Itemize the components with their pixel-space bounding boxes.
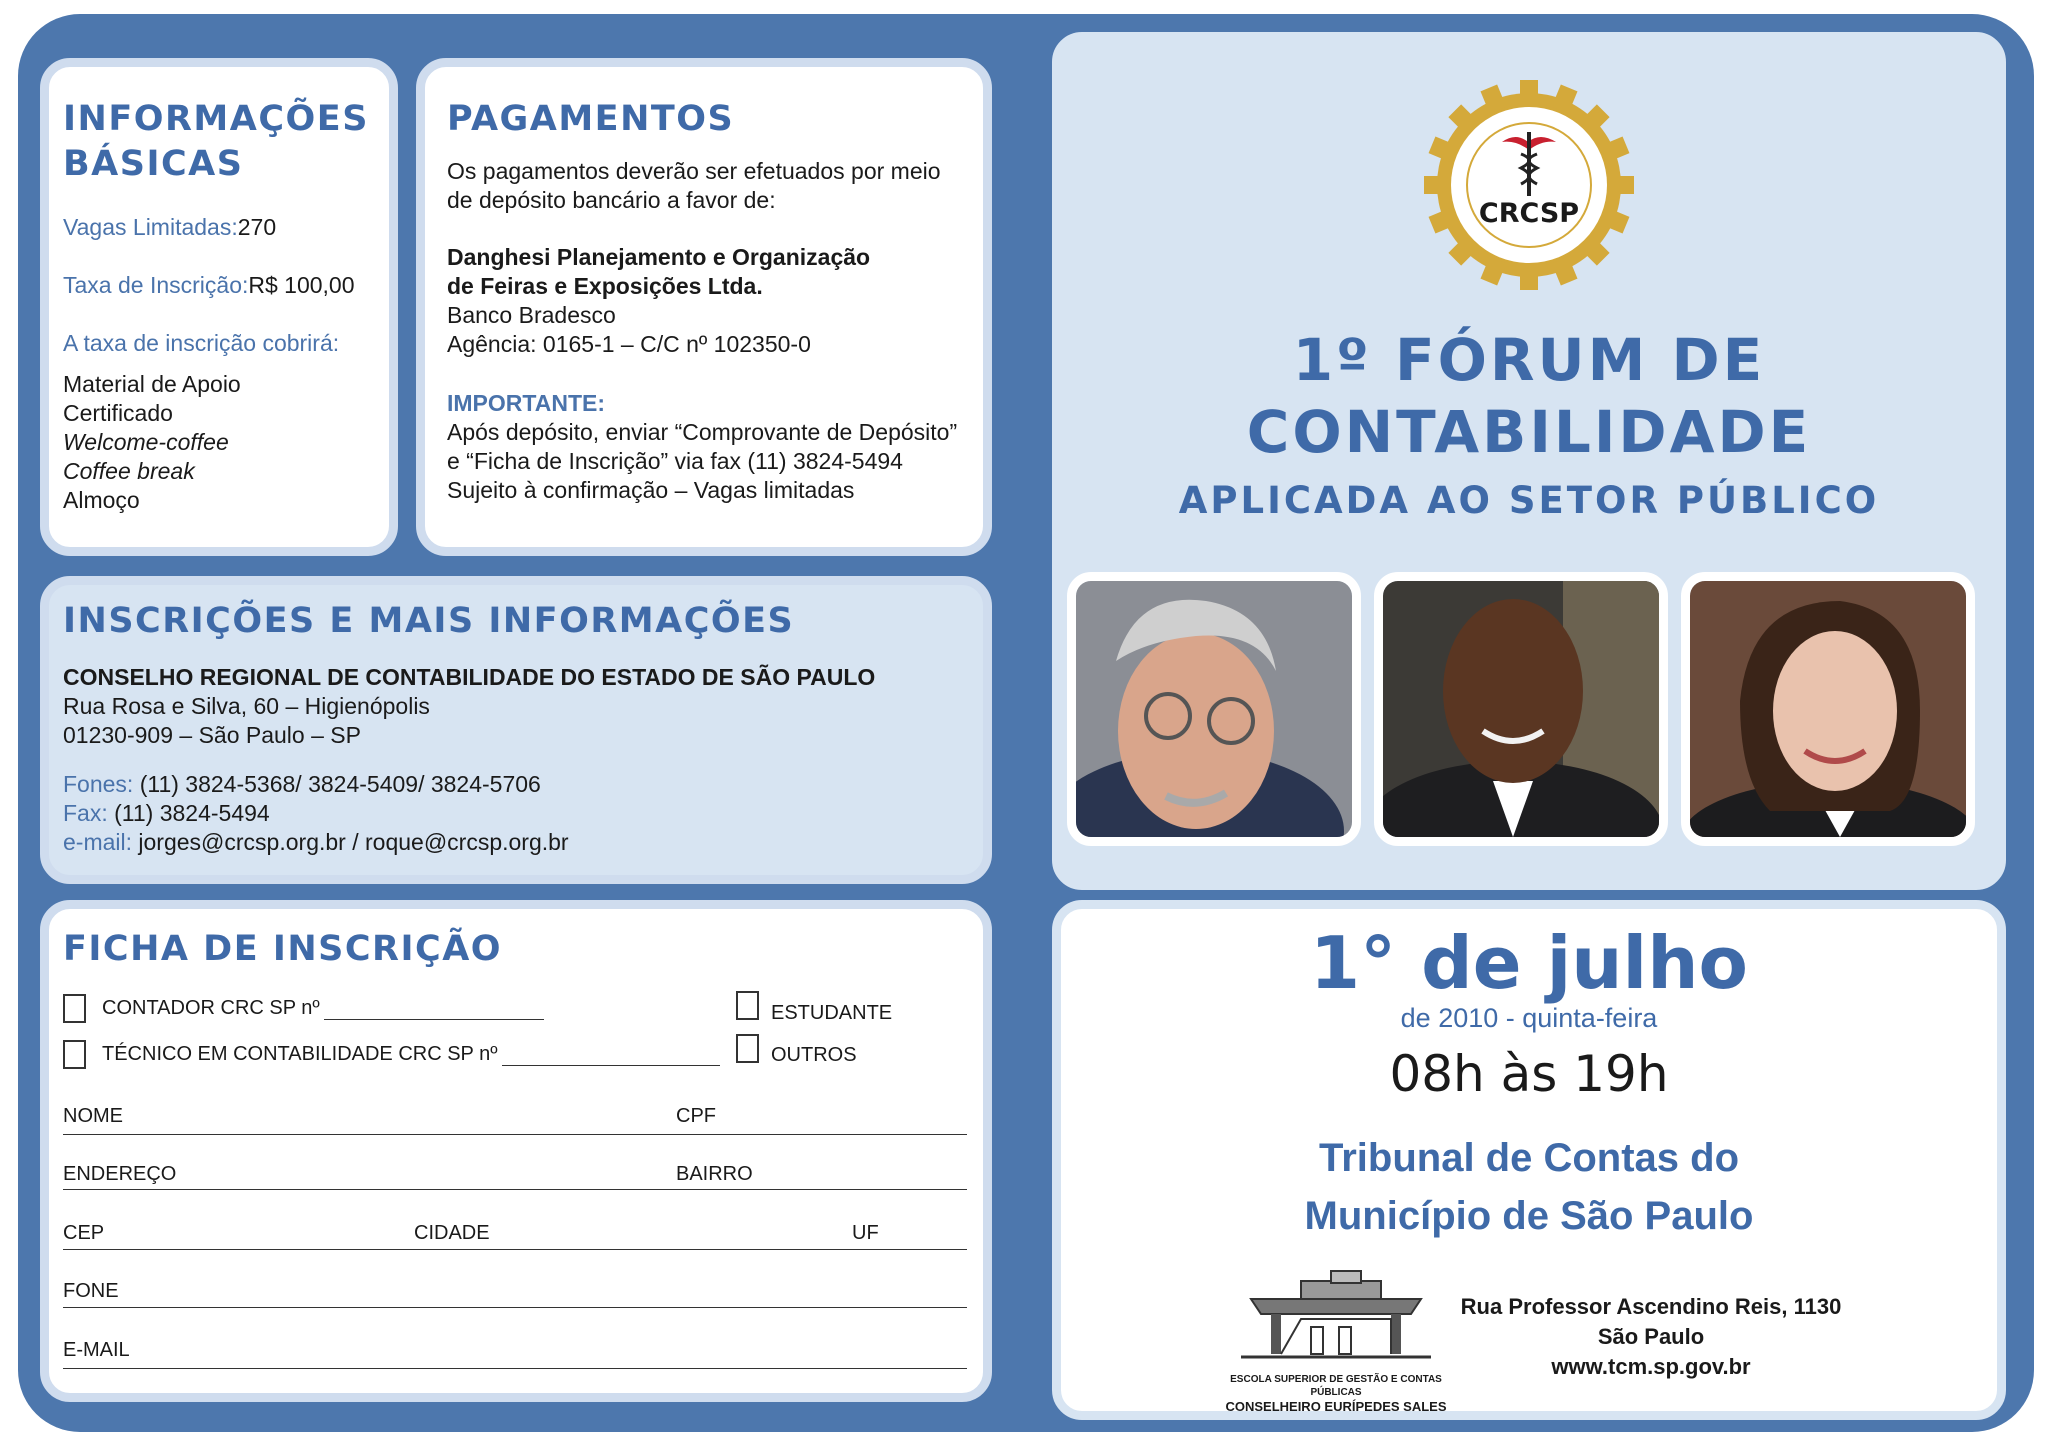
vagas-row: Vagas Limitadas:270 <box>63 214 277 240</box>
venue-address: Rua Professor Ascendino Reis, 1130 São Paulo www.tcm.sp.gov.br <box>1451 1292 1851 1382</box>
list-item: Certificado <box>63 400 173 426</box>
fone-field-line[interactable] <box>63 1307 967 1308</box>
registration-form-title: FICHA DE INSCRIÇÃO <box>63 929 503 969</box>
cep-field-line[interactable] <box>63 1249 967 1250</box>
forum-subtitle: APLICADA AO SETOR PÚBLICO <box>1178 479 1880 522</box>
photo-woman <box>1681 572 1975 846</box>
school-name: ESCOLA SUPERIOR DE GESTÃO E CONTAS PÚBLICAS CONSELHEIRO EURÍPEDES SALES <box>1225 1374 1447 1414</box>
fone-label: FONE <box>63 1280 119 1302</box>
included-items-list <box>63 370 241 515</box>
website-link[interactable]: www.tcm.sp.gov.br <box>1551 1354 1751 1379</box>
photo-man-glasses <box>1067 572 1361 846</box>
endereco-field-line[interactable] <box>63 1189 967 1190</box>
payments-panel <box>416 58 992 556</box>
registration-info-panel <box>40 576 992 884</box>
endereco-label: ENDEREÇO <box>63 1163 177 1185</box>
cidade-label: CIDADE <box>414 1222 490 1244</box>
logo-text: CRCSP <box>1478 198 1580 229</box>
email-field-line[interactable] <box>63 1368 967 1369</box>
payments-intro: Os pagamentos deverão ser efetuados por meio de depósito bancário a favor de: <box>447 158 941 213</box>
bank-details: Danghesi Planejamento e Organização de Feiras e Exposições Ltda. Banco Bradesco Agência: 0165-1 – C/C nº 102350-0 <box>447 244 871 357</box>
cep-label: CEP <box>63 1222 105 1244</box>
nome-field-line[interactable] <box>63 1134 967 1135</box>
contact-block: Fones: (11) 3824-5368/ 3824-5409/ 3824-5706 Fax: (11) 3824-5494 e-mail: jorges@crcsp.org.br / roque@crcsp.org.br <box>63 771 569 855</box>
registration-form-panel <box>40 900 992 1402</box>
nome-label: NOME <box>63 1105 123 1127</box>
registration-info-title: INSCRIÇÕES E MAIS INFORMAÇÕES <box>63 601 795 641</box>
photo-man-suit <box>1374 572 1668 846</box>
taxa-row: Taxa de Inscrição:R$ 100,00 <box>63 272 355 298</box>
event-date: 1° de julho <box>1310 921 1748 1005</box>
event-time: 08h às 19h <box>1389 1045 1669 1103</box>
crcsp-logo <box>1424 80 1634 290</box>
bairro-label: BAIRRO <box>676 1163 753 1185</box>
estudante-checkbox[interactable] <box>736 991 759 1020</box>
event-venue: Tribunal de Contas do Município de São Paulo <box>1304 1136 1754 1238</box>
list-item: Almoço <box>63 487 140 513</box>
list-item: Coffee break <box>63 458 195 484</box>
outros-label: OUTROS <box>771 1044 857 1066</box>
contador-label: CONTADOR CRC SP nº <box>102 997 544 1020</box>
school-logo <box>1221 1269 1451 1414</box>
email-label: E-MAIL <box>63 1339 130 1361</box>
list-item: Welcome-coffee <box>63 429 229 455</box>
tecnico-number-field[interactable] <box>502 1044 720 1066</box>
tecnico-checkbox[interactable] <box>63 1040 86 1069</box>
estudante-label: ESTUDANTE <box>771 1002 893 1024</box>
contador-number-field[interactable] <box>324 998 544 1020</box>
uf-label: UF <box>852 1222 879 1244</box>
building-icon <box>1221 1269 1451 1369</box>
outros-checkbox[interactable] <box>736 1034 759 1063</box>
event-details-panel <box>1052 900 2006 1420</box>
forum-panel <box>1052 32 2006 890</box>
cpf-label: CPF <box>676 1105 716 1127</box>
payments-title: PAGAMENTOS <box>447 99 735 139</box>
email-link[interactable]: jorges@crcsp.org.br / roque@crcsp.org.br <box>138 829 569 855</box>
forum-title-line1: 1º FÓRUM DE <box>1292 326 1766 394</box>
forum-title-line2: CONTABILIDADE <box>1246 398 1812 466</box>
tecnico-label: TÉCNICO EM CONTABILIDADE CRC SP nº <box>102 1043 720 1066</box>
organization-address: CONSELHO REGIONAL DE CONTABILIDADE DO ESTADO DE SÃO PAULO Rua Rosa e Silva, 60 – Higienópolis 01230-909 – São Paulo – SP <box>63 664 876 748</box>
important-note: IMPORTANTE: Após depósito, enviar “Comprovante de Depósito” e “Ficha de Inscrição” via fax (11) 3824-5494 Sujeito à confirmação – Vagas limitadas <box>447 390 958 503</box>
event-date-sub: de 2010 - quinta-feira <box>1400 1003 1658 1033</box>
basic-info-panel <box>40 58 398 556</box>
list-item: Material de Apoio <box>63 371 241 397</box>
cobrira-label: A taxa de inscrição cobrirá: <box>63 330 340 356</box>
contador-checkbox[interactable] <box>63 994 86 1023</box>
basic-info-title: INFORMAÇÕES BÁSICAS <box>63 99 369 184</box>
